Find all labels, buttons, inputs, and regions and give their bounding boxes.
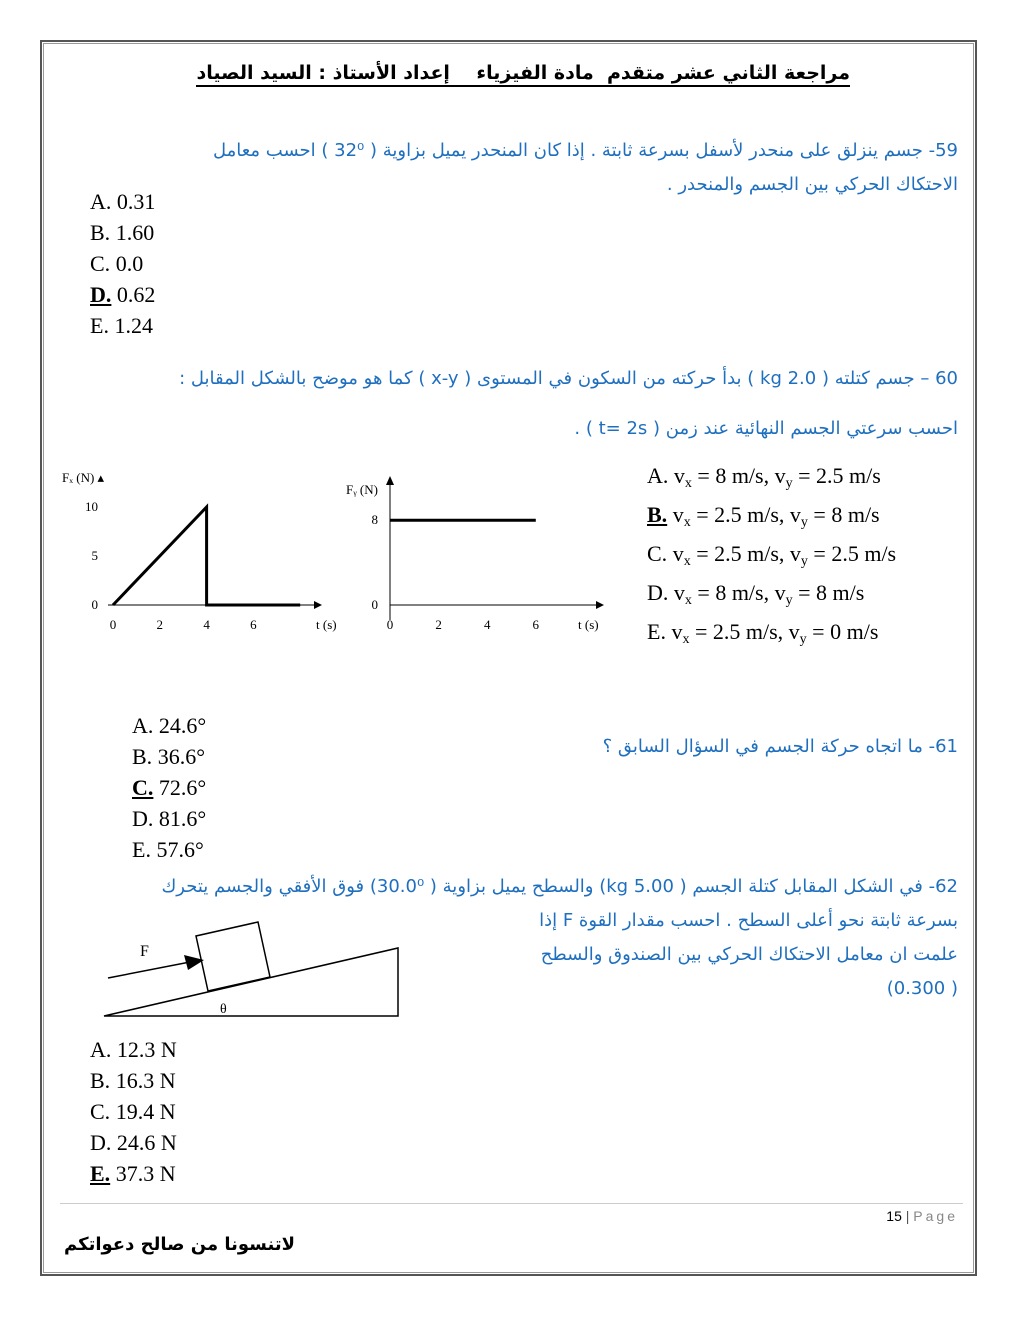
question-59 <box>98 134 958 202</box>
q60-option <box>647 616 896 655</box>
option-value: 0.62 <box>111 282 156 307</box>
option-label: C. <box>647 541 668 566</box>
option-label: E. <box>90 313 109 338</box>
q60-option <box>647 577 896 616</box>
unit-sep: m/s, v <box>741 541 801 566</box>
question-59-options <box>90 186 155 341</box>
fy-graph-y-arrow <box>386 476 394 485</box>
q60-option <box>647 460 896 499</box>
page-word: Page <box>913 1208 958 1224</box>
page-number-value: 15 <box>886 1208 902 1224</box>
sub-x: x <box>684 476 692 491</box>
q59-option <box>90 186 155 217</box>
fy-ytick-label: 0 <box>371 597 378 612</box>
option-value: 24.6° <box>153 713 207 738</box>
eq: = <box>691 580 716 605</box>
q62-option <box>90 1127 177 1158</box>
q59-option <box>90 217 155 248</box>
unit-end: m/s <box>842 502 880 527</box>
option-label: A. <box>90 189 112 214</box>
option-label: B. <box>90 1068 111 1093</box>
v-prefix: v <box>665 619 683 644</box>
question-60-line1: 60 – جسم كتلته ( 2.0 kg ) بدأ حركته من السكون في المستوى ( x-y ) كما هو موضح بالشكل المقابل : <box>179 368 958 389</box>
option-value: 24.6 N <box>111 1130 177 1155</box>
fy-graph-xlabel: t (s) <box>578 617 599 632</box>
question-60-line2: احسب سرعتي الجسم النهائية عند زمن ( t= 2s ) . <box>574 418 958 439</box>
question-62-line1: 62- في الشكل المقابل كتلة الجسم ( 5.00 kg) والسطح يميل بزاوية ( 30.0⁰) فوق الأفقي والجسم يتحرك <box>161 876 958 897</box>
unit-sep: m/s, v <box>740 619 800 644</box>
q59-option <box>90 248 155 279</box>
unit-sep: m/s, v <box>726 463 786 488</box>
fy-ytick-label: 8 <box>371 512 378 528</box>
option-label: D. <box>132 806 154 831</box>
footer-divider <box>60 1203 963 1204</box>
option-label: D. <box>647 580 669 605</box>
vy-value: 2.5 <box>816 463 844 488</box>
unit-sep: m/s, v <box>741 502 801 527</box>
fx-ytick-label: 10 <box>85 499 98 514</box>
eq: = <box>792 580 817 605</box>
sub-y: y <box>800 515 808 530</box>
option-value: 0.31 <box>111 189 156 214</box>
page-border-inner <box>43 43 974 1273</box>
vy-value: 8 <box>816 580 828 605</box>
fx-graph-x-arrow <box>314 601 322 609</box>
vy-value: 8 <box>831 502 843 527</box>
unit-end: m/s <box>841 619 879 644</box>
vy-value: 2.5 <box>831 541 859 566</box>
option-label: D. <box>90 282 112 307</box>
eq: = <box>792 463 817 488</box>
option-label: B. <box>132 744 153 769</box>
force-arrow <box>108 962 190 978</box>
fy-xtick-label: 2 <box>435 617 442 632</box>
unit-end: m/s <box>843 463 881 488</box>
question-60 <box>58 354 958 454</box>
option-value: 57.6° <box>150 837 204 862</box>
vx-value: 2.5 <box>714 502 742 527</box>
option-value: 72.6° <box>153 775 207 800</box>
q62-option <box>90 1034 177 1065</box>
option-label: A. <box>132 713 154 738</box>
vx-value: 2.5 <box>712 619 741 644</box>
sub-y: y <box>799 632 807 647</box>
q61-option <box>132 741 206 772</box>
fy-xtick-label: 0 <box>386 617 394 632</box>
question-59-line2: الاحتكاك الحركي بين الجسم والمنحدر . <box>666 174 958 195</box>
q60-option <box>647 538 896 577</box>
fy-xtick-label: 4 <box>483 617 491 632</box>
eq: = <box>807 541 832 566</box>
option-label: B. <box>647 502 668 527</box>
option-value: 19.4 N <box>110 1099 176 1124</box>
sub-x: x <box>682 632 690 647</box>
sub-x: x <box>683 554 691 569</box>
option-value: 1.60 <box>110 220 155 245</box>
page-title: مراجعة الثاني عشر متقدم مادة الفيزياء إعداد الأستاذ : السيد الصياد <box>196 62 850 87</box>
footer-dua: لاتنسونا من صالح دعواتكم <box>64 1234 295 1255</box>
option-label: C. <box>90 1099 111 1124</box>
vx-value: 8 <box>715 463 727 488</box>
eq: = <box>690 502 715 527</box>
option-value: 81.6° <box>153 806 207 831</box>
q62-option <box>90 1096 177 1127</box>
option-label: E. <box>132 837 151 862</box>
question-62-options <box>90 1034 177 1189</box>
question-60-options <box>647 460 896 655</box>
vx-value: 2.5 <box>714 541 742 566</box>
option-value: 37.3 N <box>110 1161 176 1186</box>
sub-x: x <box>684 593 692 608</box>
fy-graph-ylabel: Fᵧ (N) <box>346 482 378 497</box>
option-label: E. <box>90 1161 111 1186</box>
vx-value: 8 <box>715 580 727 605</box>
fy-graph-x-arrow <box>596 601 604 609</box>
fy-xtick-label: 6 <box>532 617 540 632</box>
fx-graph <box>58 466 348 636</box>
option-value: 36.6° <box>152 744 205 769</box>
fx-xtick-label: 2 <box>156 617 164 632</box>
option-label: E. <box>647 619 666 644</box>
option-value: 16.3 N <box>110 1068 176 1093</box>
question-62-line3: علمت ان معامل الاحتكاك الحركي بين الصندوق والسطح <box>540 944 958 965</box>
fy-graph <box>340 472 620 636</box>
sub-y: y <box>785 593 793 608</box>
eq: = <box>806 619 831 644</box>
v-prefix: v <box>667 502 684 527</box>
eq: = <box>689 619 713 644</box>
force-label: F <box>140 943 149 960</box>
question-62-line4: (0.300 ) <box>886 978 958 999</box>
question-62-line2: بسرعة ثابتة نحو أعلى السطح . احسب مقدار القوة F إذا <box>539 910 958 931</box>
q59-option <box>90 279 155 310</box>
fx-ytick-label: 0 <box>91 597 98 612</box>
option-label: A. <box>647 463 669 488</box>
eq: = <box>691 463 716 488</box>
unit-end: m/s <box>858 541 897 566</box>
fx-graph-series-line <box>113 507 300 605</box>
eq: = <box>807 502 832 527</box>
fx-xtick-label: 0 <box>109 617 117 632</box>
question-59-line1: 59- جسم ينزلق على منحدر لأسفل بسرعة ثابتة . إذا كان المنحدر يميل بزاوية ( 32⁰ ) احسب معامل <box>212 140 958 161</box>
q61-option <box>132 803 206 834</box>
question-61-options <box>132 710 206 865</box>
option-value: 12.3 N <box>111 1037 177 1062</box>
q61-option <box>132 834 206 865</box>
fx-graph-ylabel: Fₓ (N) ▴ <box>62 470 105 485</box>
eq: = <box>690 541 715 566</box>
v-prefix: v <box>668 580 685 605</box>
fx-xtick-label: 4 <box>203 617 210 632</box>
vy-value: 0 <box>830 619 842 644</box>
option-label: C. <box>132 775 154 800</box>
option-label: A. <box>90 1037 112 1062</box>
option-value: 1.24 <box>108 313 153 338</box>
option-label: D. <box>90 1130 112 1155</box>
unit-end: m/s <box>827 580 865 605</box>
fx-ytick-label: 5 <box>91 548 98 563</box>
sub-x: x <box>683 515 691 530</box>
q61-option <box>132 772 206 803</box>
v-prefix: v <box>668 463 685 488</box>
option-label: B. <box>90 220 111 245</box>
option-label: C. <box>90 251 111 276</box>
q61-option <box>132 710 206 741</box>
q59-option <box>90 310 155 341</box>
fx-graph-xlabel: t (s) <box>316 617 337 632</box>
question-61: 61- ما اتجاه حركة الجسم في السؤال السابق ؟ <box>602 736 958 757</box>
page-number-sep: | <box>901 1208 914 1224</box>
fx-xtick-label: 6 <box>250 617 257 632</box>
option-value: 0.0 <box>110 251 144 276</box>
q62-option <box>90 1065 177 1096</box>
incline-diagram <box>100 916 405 1021</box>
q62-option <box>90 1158 177 1189</box>
v-prefix: v <box>667 541 684 566</box>
page-number <box>886 1208 958 1224</box>
angle-label: θ <box>220 1002 227 1017</box>
unit-sep: m/s, v <box>726 580 786 605</box>
sub-y: y <box>785 476 793 491</box>
q60-option <box>647 499 896 538</box>
sub-y: y <box>800 554 808 569</box>
